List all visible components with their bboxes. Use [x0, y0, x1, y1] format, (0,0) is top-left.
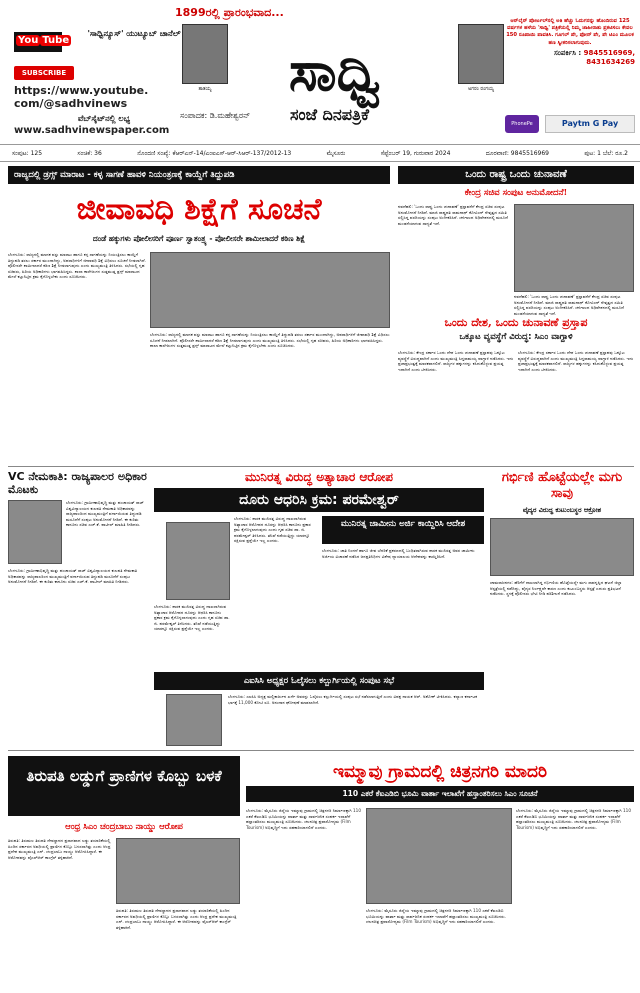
- story9-body-cont: ತಿರುಪತಿ: ತಿರುಮಲ ತಿರುಪತಿ ದೇವಸ್ಥಾನದ ಪ್ರಸಾದವಾದ ಲಡ್ಡು ತಯಾರಿಕೆಯಲ್ಲಿ ಹಿಂದಿನ ಸರ್ಕಾರದ ಅವಧಿಯಲ್ಲಿ ಪ್ರಾಣಿಗಳ ಕೊಬ್ಬು ಬಳಸಲಾಗಿತ್ತು ಎಂದು ಆಂಧ್ರ ಪ್ರದೇಶ ಮುಖ್ಯಮಂತ್ರಿ ಎನ್. ಚಂದ್ರಬಾಬು ನಾಯ್ಡು ಆರೋಪಿಸಿದ್ದಾರೆ. ಈ ಆರೋಪವನ್ನು ವೈಎಸ್‌ಆರ್ ಕಾಂಗ್ರೆಸ್ ತಳ್ಳಿಹಾಕಿದೆ.: [116, 908, 237, 930]
- youtube-url[interactable]: [14, 84, 194, 125]
- story3-subhead: ಒಕ್ಕೂಟ ವ್ಯವಸ್ಥೆಗೆ ವಿರುದ್ಧ: ಸಿಎಂ ವಾಗ್ದಾಳಿ: [459, 332, 573, 342]
- phone-2[interactable]: 8431634269: [586, 57, 635, 66]
- story10-headline[interactable]: ಇಮ್ಮಾವು ಗ್ರಾಮದಲ್ಲಿ ಚಿತ್ರನಗರಿ ಮಾದರಿ: [333, 762, 547, 782]
- story8-body: ಬೆಂಗಳೂರು: ಎಐಸಿಸಿ ಅಧ್ಯಕ್ಷ ಮಲ್ಲಿಕಾರ್ಜುನ ಖರ್ಗೆ ಅವರನ್ನು ಓಲೈಸಲು ಕಲ್ಬುರ್ಗಿಯಲ್ಲಿ ಸಂಪುಟ ಸಭೆ ನಡೆಸಲಾಗುತ್ತಿದೆ ಎಂದು ವಿಪಕ್ಷ ನಾಯಕ ಆರ್. ಅಶೋಕ್ ಟೀಕಿಸಿದರು. ಕಲ್ಯಾಣ ಕರ್ನಾಟಕ ಭಾಗಕ್ಕೆ 11,000 ಕೋಟಿ ರೂ. ಅನುದಾನ ಘೋಷಣೆ ಮಾಡಲಾಗಿದೆ.: [228, 694, 478, 705]
- divider: [8, 466, 634, 467]
- story9-photo: [116, 838, 240, 904]
- youtube-tube-text: Tube: [42, 35, 70, 46]
- story1-headline[interactable]: ಜೀವಾವಧಿ ಶಿಕ್ಷೆಗೆ ಸೂಚನೆ: [76, 192, 322, 227]
- phone: ದೂರವಾಣಿ: 9845516969: [485, 150, 549, 157]
- story1-subhead: ದಂಡೆ ಹಕ್ಕುಗಳು ಪೋಲೀಸರಿಗೆ ಪೂರ್ಣ ಸ್ವಾತಂತ್ರ್ಯ - ಪೋಲೀಸರೇ ಶಾಮೀಲಾದರೆ ಕಠಿಣ ಶಿಕ್ಷೆ: [92, 234, 306, 243]
- city: ಮೈಸೂರು: [326, 150, 346, 157]
- subscribe-button[interactable]: SUBSCRIBE: [14, 66, 74, 80]
- story10-body-cont2: ಬೆಂಗಳೂರು: ಮೈಸೂರು ಜಿಲ್ಲೆಯ ಇಮ್ಮಾವು ಗ್ರಾಮದಲ್ಲಿ ಚಿತ್ರನಗರಿ ನಿರ್ಮಾಣಕ್ಕಾಗಿ 110 ಎಕರೆ ಕೆಐಎಡಿಬಿ ಭೂಮಿಯನ್ನು ವಾರ್ತಾ ಮತ್ತು ಸಾರ್ವಜನಿಕ ಸಂಪರ್ಕ ಇಲಾಖೆಗೆ ಹಸ್ತಾಂತರಿಸಲು ಮುಖ್ಯಮಂತ್ರಿ ಸೂಚಿಸಿದರು. ಚಲನಚಿತ್ರ ಪ್ರವಾಸೋದ್ಯಮ (Film Tourism) ಅಭಿವೃದ್ಧಿಗೆ ಇದು ಸಹಕಾರಿಯಾಗಲಿದೆ ಎಂದರು.: [516, 808, 632, 830]
- paper-type: ಸಂಜೆ ದಿನಪತ್ರಿಕೆ: [290, 105, 370, 124]
- registration: ನೊಂದಣಿ ಸಂಖ್ಯೆ: ಕೆಆರ್‌ಎನ್-14/ಎಂಐಎಸ್-ಆರ್-ಸಿಆರ್-137/2012-13: [137, 150, 292, 157]
- portrait-right: [458, 24, 504, 84]
- ad-text: ಆನ್‌ಲೈನ್ ಪೋರ್ಟಲ್‌ನಲ್ಲಿ ಅತಿ ಹೆಚ್ಚು ಓದುಗರನ್ನು ಹೊಂದಿರುವ 125 ವರ್ಷಗಳ ಹಳೆಯ 'ಸಾಧ್ವಿ' ಪತ್ರಿಕೆಯಲ್ಲಿ ನಿಮ್ಮ ಜಾಹೀರಾತು ಪ್ರಕಟಿಸಲು ಕೇವಲ 150 ರೂಪಾಯಿ ಪಾವತಿಸಿ. ಗೂಗಲ್ ಪೇ, ಫೋನ್ ಪೇ, ಪೇ ಟಿಎಂ ಮೂಲಕ ಹಣ ಸ್ವೀಕರಿಸಲಾಗುವುದು.: [506, 18, 634, 46]
- story6-body: ಬೆಂಗಳೂರು: ಜಾತಿ ನಿಂದನೆ ಹಾಗೂ ಜೀವ ಬೆದರಿಕೆ ಪ್ರಕರಣದಲ್ಲಿ ಬಂಧಿತರಾಗಿರುವ ಶಾಸಕ ಮುನಿರತ್ನ ಅವರ ಜಾಮೀನು ಅರ್ಜಿಯ ವಿಚಾರಣೆ ನಡೆಸಿದ ಜನಪ್ರತಿನಿಧಿಗಳ ವಿಶೇಷ ನ್ಯಾಯಾಲಯ ಆದೇಶವನ್ನು ಕಾಯ್ದಿರಿಸಿದೆ.: [322, 548, 475, 559]
- date: ಸೆಪ್ಟೆಂಬರ್ 19, ಗುರುವಾರ 2024: [380, 150, 451, 157]
- payment-logos: Paytm G Pay: [545, 115, 635, 133]
- story10-body: ಬೆಂಗಳೂರು: ಮೈಸೂರು ಜಿಲ್ಲೆಯ ಇಮ್ಮಾವು ಗ್ರಾಮದಲ್ಲಿ ಚಿತ್ರನಗರಿ ನಿರ್ಮಾಣಕ್ಕಾಗಿ 110 ಎಕರೆ ಕೆಐಎಡಿಬಿ ಭೂಮಿಯನ್ನು ವಾರ್ತಾ ಮತ್ತು ಸಾರ್ವಜನಿಕ ಸಂಪರ್ಕ ಇಲಾಖೆಗೆ ಹಸ್ತಾಂತರಿಸಲು ಮುಖ್ಯಮಂತ್ರಿ ಸೂಚಿಸಿದರು. ಚಲನಚಿತ್ರ ಪ್ರವಾಸೋದ್ಯಮ (Film Tourism) ಅಭಿವೃದ್ಧಿಗೆ ಇದು ಸಹಕಾರಿಯಾಗಲಿದೆ ಎಂದರು.: [246, 808, 362, 830]
- story10-subhead: 110 ಎಕರೆ ಕೆಐಎಡಿಬಿ ಭೂಮಿ ವಾರ್ತಾ ಇಲಾಖೆಗೆ ಹಸ್ತಾಂತರಿಸಲು ಸಿಎಂ ಸೂಚನೆ: [246, 786, 634, 802]
- issue-info-bar: [0, 146, 640, 162]
- story3-headline[interactable]: ಒಂದು ದೇಶ, ಒಂದು ಚುನಾವಣೆ ಪ್ರಸ್ತಾಪ: [444, 316, 588, 329]
- story10-body-cont: ಬೆಂಗಳೂರು: ಮೈಸೂರು ಜಿಲ್ಲೆಯ ಇಮ್ಮಾವು ಗ್ರಾಮದಲ್ಲಿ ಚಿತ್ರನಗರಿ ನಿರ್ಮಾಣಕ್ಕಾಗಿ 110 ಎಕರೆ ಕೆಐಎಡಿಬಿ ಭೂಮಿಯನ್ನು ವಾರ್ತಾ ಮತ್ತು ಸಾರ್ವಜನಿಕ ಸಂಪರ್ಕ ಇಲಾಖೆಗೆ ಹಸ್ತಾಂತರಿಸಲು ಮುಖ್ಯಮಂತ್ರಿ ಸೂಚಿಸಿದರು. ಚಲನಚಿತ್ರ ಪ್ರವಾಸೋದ್ಯಮ (Film Tourism) ಅಭಿವೃದ್ಧಿಗೆ ಇದು ಸಹಕಾರಿಯಾಗಲಿದೆ ಎಂದರು.: [366, 908, 506, 925]
- story4-body-cont: ಬೆಂಗಳೂರು: ಗ್ರಾಮೀಣಾಭಿವೃದ್ಧಿ ಮತ್ತು ಪಂಚಾಯತ್ ರಾಜ್ ವಿಶ್ವವಿದ್ಯಾಲಯದ ಕುಲಪತಿ ನೇಮಕಾತಿ ಅಧಿಕಾರವನ್ನು ರಾಜ್ಯಪಾಲರಿಂದ ಮುಖ್ಯಮಂತ್ರಿಗೆ ವರ್ಗಾಯಿಸುವ ತಿದ್ದುಪಡಿ ಮಸೂದೆಗೆ ಸಂಪುಟ ಅನುಮೋದನೆ ನೀಡಿದೆ. ಈ ಕುರಿತು ಕಾನೂನು ಸಚಿವ ಎಚ್.ಕೆ. ಪಾಟೀಲ್ ಮಾಹಿತಿ ನೀಡಿದರು.: [8, 568, 138, 585]
- story2-body-cont: ನವದೆಹಲಿ: 'ಒಂದು ರಾಷ್ಟ್ರ ಒಂದು ಚುನಾವಣೆ' ಪ್ರಸ್ತಾವನೆಗೆ ಕೇಂದ್ರ ಸಚಿವ ಸಂಪುಟ ಅನುಮೋದನೆ ನೀಡಿದೆ. ಮಾಜಿ ರಾಷ್ಟ್ರಪತಿ ರಾಮನಾಥ್ ಕೋವಿಂದ್ ನೇತೃತ್ವದ ಸಮಿತಿ ಸಲ್ಲಿಸಿದ್ದ ವರದಿಯನ್ನು ಸಂಪುಟ ಅಂಗೀಕರಿಸಿದೆ. ಚಳಿಗಾಲದ ಅಧಿವೇಶನದಲ್ಲಿ ಮಸೂದೆ ಮಂಡನೆಯಾಗುವ ಸಾಧ್ಯತೆ ಇದೆ.: [514, 294, 624, 316]
- contact-line: [505, 49, 635, 66]
- story3-body: ಬೆಂಗಳೂರು: ಕೇಂದ್ರ ಸರ್ಕಾರ ಒಂದು ದೇಶ ಒಂದು ಚುನಾವಣೆ ಪ್ರಸ್ತಾಪವು ಒಕ್ಕೂಟ ವ್ಯವಸ್ಥೆಗೆ ವಿರುದ್ಧವಾಗಿದೆ ಎಂದು ಮುಖ್ಯಮಂತ್ರಿ ಸಿದ್ದರಾಮಯ್ಯ ವಾಗ್ದಾಳಿ ನಡೆಸಿದರು. ಇದು ಪ್ರಜಾಪ್ರಭುತ್ವಕ್ಕೆ ಮಾರಕವಾಗಲಿದೆ. ರಾಜ್ಯಗಳ ಹಕ್ಕುಗಳನ್ನು ಕಸಿದುಕೊಳ್ಳುವ ಪ್ರಯತ್ನ ಇದಾಗಿದೆ ಎಂದು ಟೀಕಿಸಿದರು.: [398, 350, 514, 372]
- newspaper-brand: ಸಾಧ್ವಿ: [288, 39, 382, 103]
- story6-headline[interactable]: ಮುನಿರತ್ನ ಜಾಮೀನು ಅರ್ಜಿ ಕಾಯ್ದಿರಿಸಿ ಆದೇಶ: [322, 516, 484, 544]
- youtube-promo[interactable]: [14, 22, 194, 123]
- story9-body: ತಿರುಪತಿ: ತಿರುಮಲ ತಿರುಪತಿ ದೇವಸ್ಥಾನದ ಪ್ರಸಾದವಾದ ಲಡ್ಡು ತಯಾರಿಕೆಯಲ್ಲಿ ಹಿಂದಿನ ಸರ್ಕಾರದ ಅವಧಿಯಲ್ಲಿ ಪ್ರಾಣಿಗಳ ಕೊಬ್ಬು ಬಳಸಲಾಗಿತ್ತು ಎಂದು ಆಂಧ್ರ ಪ್ರದೇಶ ಮುಖ್ಯಮಂತ್ರಿ ಎನ್. ಚಂದ್ರಬಾಬು ನಾಯ್ಡು ಆರೋಪಿಸಿದ್ದಾರೆ. ಈ ಆರೋಪವನ್ನು ವೈಎಸ್‌ಆರ್ ಕಾಂಗ್ರೆಸ್ ತಳ್ಳಿಹಾಕಿದೆ.: [8, 838, 111, 860]
- since-tagline: 1899ರಲ್ಲಿ ಪ್ರಾರಂಭವಾದ...: [175, 6, 284, 19]
- story8-photo: [166, 694, 222, 746]
- phone-1[interactable]: 9845516969,: [583, 48, 635, 57]
- story1-kicker: ರಾಜ್ಯದಲ್ಲಿ ಡ್ರಗ್ಸ್ ಮಾರಾಟ - ಕಳ್ಳ ಸಾಗಣೆ ಹಾವಳಿ ನಿಯಂತ್ರಣಕ್ಕೆ ಕಾಯ್ದೆಗೆ ತಿದ್ದುಪಡಿ: [8, 166, 390, 184]
- issue: ಸಂಚಿಕೆ: 36: [77, 150, 102, 157]
- pages-price: ಪುಟ: 1 ಬೆಲೆ: ರೂ.2: [584, 150, 628, 157]
- story4-headline[interactable]: VC ನೇಮಕಾತಿ: ರಾಜ್ಯಪಾಲರ ಅಧಿಕಾರ ಮೊಟಕು: [8, 470, 147, 496]
- story1-body-cont: ಬೆಂಗಳೂರು: ರಾಜ್ಯದಲ್ಲಿ ಮಾದಕ ವಸ್ತು ಮಾರಾಟ ಹಾಗೂ ಕಳ್ಳ ಸಾಗಣೆಯನ್ನು ನಿಯಂತ್ರಿಸಲು ಕಾಯ್ದೆಗೆ ತಿದ್ದುಪಡಿ ತರಲು ಸರ್ಕಾರ ಮುಂದಾಗಿದ್ದು, ಅಪರಾಧಿಗಳಿಗೆ ಜೀವಾವಧಿ ಶಿಕ್ಷೆ ವಿಧಿಸಲು ಸೂಚನೆ ನೀಡಲಾಗಿದೆ. ಪೊಲೀಸರೇ ಶಾಮೀಲಾದರೆ ಕಠಿಣ ಶಿಕ್ಷೆ ನೀಡಲಾಗುವುದು ಎಂದು ಮುಖ್ಯಮಂತ್ರಿ ತಿಳಿಸಿದರು. ಸಭೆಯಲ್ಲಿ ಗೃಹ ಸಚಿವರು, ಹಿರಿಯ ಅಧಿಕಾರಿಗಳು ಭಾಗವಹಿಸಿದ್ದರು. ಶಾಲಾ ಕಾಲೇಜುಗಳ ಸುತ್ತಮುತ್ತ ಡ್ರಗ್ಸ್ ಮಾರಾಟದ ಮೇಲೆ ಕಟ್ಟುನಿಟ್ಟಿನ ಕ್ರಮ ಕೈಗೊಳ್ಳಬೇಕು ಎಂದು ಸೂಚಿಸಿದರು.: [150, 332, 390, 349]
- volume: ಸಂಪುಟ: 125: [12, 150, 43, 157]
- story1-body: ಬೆಂಗಳೂರು: ರಾಜ್ಯದಲ್ಲಿ ಮಾದಕ ವಸ್ತು ಮಾರಾಟ ಹಾಗೂ ಕಳ್ಳ ಸಾಗಣೆಯನ್ನು ನಿಯಂತ್ರಿಸಲು ಕಾಯ್ದೆಗೆ ತಿದ್ದುಪಡಿ ತರಲು ಸರ್ಕಾರ ಮುಂದಾಗಿದ್ದು, ಅಪರಾಧಿಗಳಿಗೆ ಜೀವಾವಧಿ ಶಿಕ್ಷೆ ವಿಧಿಸಲು ಸೂಚನೆ ನೀಡಲಾಗಿದೆ. ಪೊಲೀಸರೇ ಶಾಮೀಲಾದರೆ ಕಠಿಣ ಶಿಕ್ಷೆ ನೀಡಲಾಗುವುದು ಎಂದು ಮುಖ್ಯಮಂತ್ರಿ ತಿಳಿಸಿದರು. ಸಭೆಯಲ್ಲಿ ಗೃಹ ಸಚಿವರು, ಹಿರಿಯ ಅಧಿಕಾರಿಗಳು ಭಾಗವಹಿಸಿದ್ದರು. ಶಾಲಾ ಕಾಲೇಜುಗಳ ಸುತ್ತಮುತ್ತ ಡ್ರಗ್ಸ್ ಮಾರಾಟದ ಮೇಲೆ ಕಟ್ಟುನಿಟ್ಟಿನ ಕ್ರಮ ಕೈಗೊಳ್ಳಬೇಕು ಎಂದು ಸೂಚಿಸಿದರು.: [8, 252, 146, 280]
- story4-photo: [8, 500, 62, 564]
- website-url[interactable]: www.sadhvinewspaper.com: [14, 125, 170, 136]
- website-label: ವೆಬ್‌ಸೈಟ್‌ನಲ್ಲಿ ಲಭ್ಯ: [77, 114, 131, 123]
- story7-headline[interactable]: ಗರ್ಭಿಣಿ ಹೊಟ್ಟೆಯಲ್ಲೇ ಮಗು ಸಾವು: [501, 470, 623, 501]
- story7-photo: [490, 518, 634, 576]
- story7-subhead: ವೈದ್ಯರ ವಿರುದ್ಧ ಕುಟುಂಬಸ್ಥರ ಆಕ್ರೋಶ: [522, 506, 602, 514]
- story1-photo: [150, 252, 390, 328]
- portrait-left-caption: ತಾತಯ್ಯ: [198, 86, 212, 92]
- story2-subhead: ಕೇಂದ್ರ ಸಚಿವ ಸಂಪುಟ ಅನುಮೋದನೆ!: [464, 188, 568, 198]
- masthead: [0, 0, 640, 145]
- phonepe-logo: PhonePe: [505, 115, 539, 133]
- story2-body: ನವದೆಹಲಿ: 'ಒಂದು ರಾಷ್ಟ್ರ ಒಂದು ಚುನಾವಣೆ' ಪ್ರಸ್ತಾವನೆಗೆ ಕೇಂದ್ರ ಸಚಿವ ಸಂಪುಟ ಅನುಮೋದನೆ ನೀಡಿದೆ. ಮಾಜಿ ರಾಷ್ಟ್ರಪತಿ ರಾಮನಾಥ್ ಕೋವಿಂದ್ ನೇತೃತ್ವದ ಸಮಿತಿ ಸಲ್ಲಿಸಿದ್ದ ವರದಿಯನ್ನು ಸಂಪುಟ ಅಂಗೀಕರಿಸಿದೆ. ಚಳಿಗಾಲದ ಅಧಿವೇಶನದಲ್ಲಿ ಮಸೂದೆ ಮಂಡನೆಯಾಗುವ ಸಾಧ್ಯತೆ ಇದೆ.: [398, 204, 508, 226]
- story5-headline[interactable]: ದೂರು ಆಧರಿಸಿ ಕ್ರಮ: ಪರಮೇಶ್ವರ್: [154, 488, 484, 512]
- divider-2: [8, 750, 634, 751]
- story7-body: ಚಾಮರಾಜನಗರ: ಹೆರಿಗೆಗೆ ದಾಖಲಾಗಿದ್ದ ಗರ್ಭಿಣಿಯ ಹೊಟ್ಟೆಯಲ್ಲೇ ಮಗು ಸಾವನ್ನಪ್ಪಿದ ಘಟನೆ ಜಿಲ್ಲಾ ಆಸ್ಪತ್ರೆಯಲ್ಲಿ ನಡೆದಿದ್ದು, ವೈದ್ಯರ ನಿರ್ಲಕ್ಷ್ಯವೇ ಕಾರಣ ಎಂದು ಕುಟುಂಬಸ್ಥರು ಆಸ್ಪತ್ರೆ ಎದುರು ಪ್ರತಿಭಟನೆ ನಡೆಸಿದರು. ಸ್ಥಳಕ್ಕೆ ಪೊಲೀಸರು ಭೇಟಿ ನೀಡಿ ಪರಿಶೀಲನೆ ನಡೆಸಿದರು.: [490, 580, 622, 597]
- youtube-logo: You Tube: [14, 32, 62, 52]
- story4-body: ಬೆಂಗಳೂರು: ಗ್ರಾಮೀಣಾಭಿವೃದ್ಧಿ ಮತ್ತು ಪಂಚಾಯತ್ ರಾಜ್ ವಿಶ್ವವಿದ್ಯಾಲಯದ ಕುಲಪತಿ ನೇಮಕಾತಿ ಅಧಿಕಾರವನ್ನು ರಾಜ್ಯಪಾಲರಿಂದ ಮುಖ್ಯಮಂತ್ರಿಗೆ ವರ್ಗಾಯಿಸುವ ತಿದ್ದುಪಡಿ ಮಸೂದೆಗೆ ಸಂಪುಟ ಅನುಮೋದನೆ ನೀಡಿದೆ. ಈ ಕುರಿತು ಕಾನೂನು ಸಚಿವ ಎಚ್.ಕೆ. ಪಾಟೀಲ್ ಮಾಹಿತಿ ನೀಡಿದರು.: [66, 500, 144, 528]
- ad-box: [505, 18, 635, 138]
- story8-headline[interactable]: ಎಐಸಿಸಿ ಅಧ್ಯಕ್ಷರ ಓಲೈಸಲು ಕಲ್ಬುರ್ಗಿಯಲ್ಲಿ ಸಂಪುಟ ಸಭೆ: [154, 672, 484, 690]
- story5-body-cont: ಬೆಂಗಳೂರು: ಶಾಸಕ ಮುನಿರತ್ನ ವಿರುದ್ಧ ದಾಖಲಾಗಿರುವ ಅತ್ಯಾಚಾರ ಆರೋಪದ ದೂರನ್ನು ಆಧರಿಸಿ ಕಾನೂನು ಪ್ರಕಾರ ಕ್ರಮ ಕೈಗೊಳ್ಳಲಾಗುವುದು ಎಂದು ಗೃಹ ಸಚಿವ ಡಾ. ಜಿ. ಪರಮೇಶ್ವರ್ ತಿಳಿಸಿದರು. ತನಿಖೆ ನಡೆಯುತ್ತಿದ್ದು ಯಾರನ್ನೂ ರಕ್ಷಿಸುವ ಪ್ರಶ್ನೆಯೇ ಇಲ್ಲ ಎಂದರು.: [154, 604, 230, 632]
- story5-photo: [166, 522, 230, 600]
- contact-label: ಸಂಪರ್ಕಿಸಿ :: [554, 48, 582, 57]
- editor-name: ಸಂಪಾದಕ: ಡಿ.ಮಹೇಶ್ವರನ್: [180, 111, 251, 120]
- story5-kicker: ಮುನಿರತ್ನ ವಿರುದ್ಧ ಅತ್ಯಾಚಾರ ಆರೋಪ: [245, 470, 393, 484]
- youtube-url-line1: https://www.youtube.: [14, 84, 149, 97]
- story9-subhead: ಆಂಧ್ರ ಸಿಎಂ ಚಂದ್ರಬಾಬು ನಾಯ್ಡು ಆರೋಪ: [65, 822, 183, 832]
- story9-headline[interactable]: ತಿರುಪತಿ ಲಡ್ಡುಗೆ ಪ್ರಾಣಿಗಳ ಕೊಬ್ಬು ಬಳಕೆ: [8, 756, 240, 816]
- youtube-url-line2: com/@sadhvinews: [14, 97, 128, 110]
- portrait-right-caption: ಅಗರಂ ರಂಗಯ್ಯ: [467, 86, 495, 92]
- story3-body-cont: ಬೆಂಗಳೂರು: ಕೇಂದ್ರ ಸರ್ಕಾರ ಒಂದು ದೇಶ ಒಂದು ಚುನಾವಣೆ ಪ್ರಸ್ತಾಪವು ಒಕ್ಕೂಟ ವ್ಯವಸ್ಥೆಗೆ ವಿರುದ್ಧವಾಗಿದೆ ಎಂದು ಮುಖ್ಯಮಂತ್ರಿ ಸಿದ್ದರಾಮಯ್ಯ ವಾಗ್ದಾಳಿ ನಡೆಸಿದರು. ಇದು ಪ್ರಜಾಪ್ರಭುತ್ವಕ್ಕೆ ಮಾರಕವಾಗಲಿದೆ. ರಾಜ್ಯಗಳ ಹಕ್ಕುಗಳನ್ನು ಕಸಿದುಕೊಳ್ಳುವ ಪ್ರಯತ್ನ ಇದಾಗಿದೆ ಎಂದು ಟೀಕಿಸಿದರು.: [518, 350, 634, 372]
- story2-headline[interactable]: ಒಂದು ರಾಷ್ಟ್ರ ಒಂದು ಚುನಾವಣೆ: [398, 166, 634, 184]
- youtube-channel-label: 'ಸಾಧ್ವಿನ್ಯೂಸ್' ಯುಟ್ಯೂಬ್ ಚಾನೆಲ್: [87, 29, 181, 38]
- story5-body: ಬೆಂಗಳೂರು: ಶಾಸಕ ಮುನಿರತ್ನ ವಿರುದ್ಧ ದಾಖಲಾಗಿರುವ ಅತ್ಯಾಚಾರ ಆರೋಪದ ದೂರನ್ನು ಆಧರಿಸಿ ಕಾನೂನು ಪ್ರಕಾರ ಕ್ರಮ ಕೈಗೊಳ್ಳಲಾಗುವುದು ಎಂದು ಗೃಹ ಸಚಿವ ಡಾ. ಜಿ. ಪರಮೇಶ್ವರ್ ತಿಳಿಸಿದರು. ತನಿಖೆ ನಡೆಯುತ್ತಿದ್ದು ಯಾರನ್ನೂ ರಕ್ಷಿಸುವ ಪ್ರಶ್ನೆಯೇ ಇಲ್ಲ ಎಂದರು.: [234, 516, 311, 544]
- story10-photo: [366, 808, 512, 904]
- story2-photo: [514, 204, 634, 292]
